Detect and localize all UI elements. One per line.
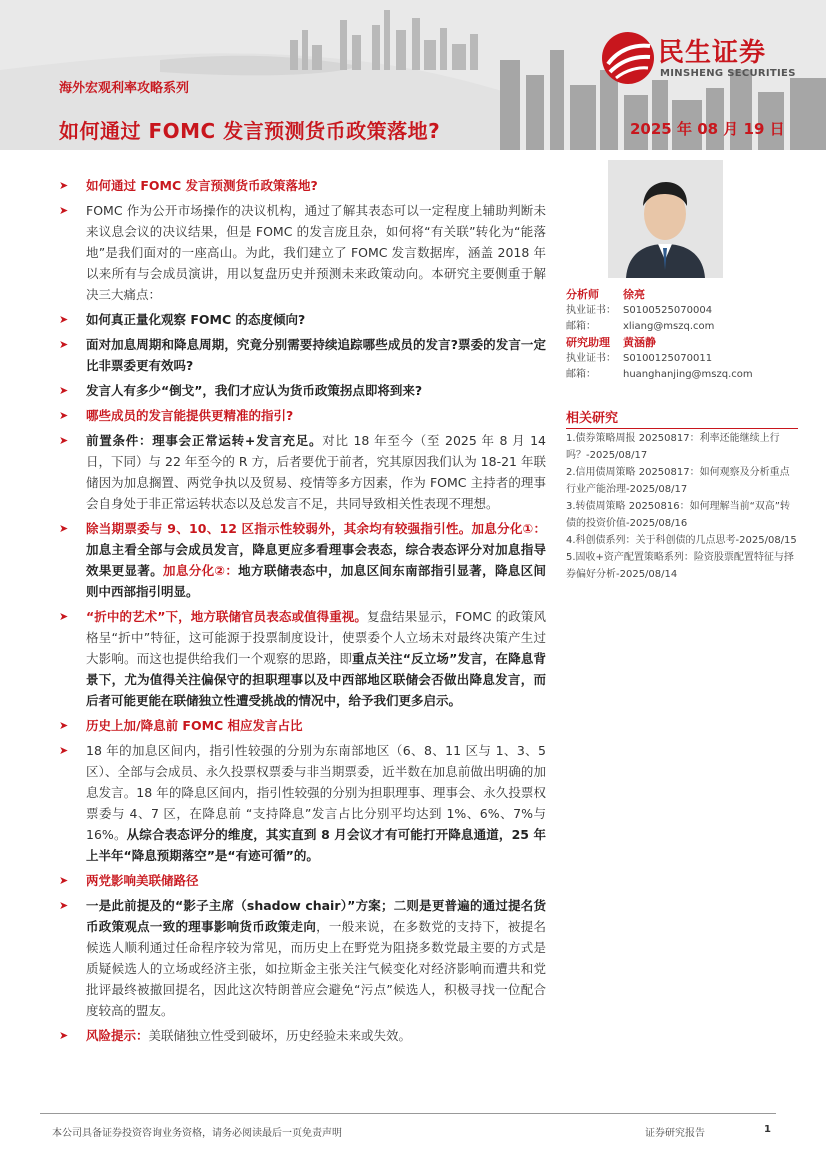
arrow-bullet-icon: ➤ [59,434,69,447]
footer-disclaimer: 本公司具备证券投资咨询业务资格，请务必阅读最后一页免责声明 [52,1128,342,1139]
email-link[interactable]: xliang@mszq.com [623,321,715,332]
arrow-bullet-icon: ➤ [59,874,69,887]
analyst-photo [608,160,723,278]
precondition-paragraph: ➤ 前置条件：理事会正常运转+发言充足。对比 18 年至今（至 2025 年 8 月 14 日，下同）与 22 年至今的 R 方，后者要优于前者，究其原因我们认为 18-21 年联储因为加息搁置、两党争执以及贸易、疫情等多方因素，作为 FOMC 主持者的理事会自身处于非正常运转状态以及总发言不足，共同导致相关性表现不理想。 [59,430,546,514]
parties-paragraph: ➤ 一是此前提及的“影子主席（shadow chair）”方案；二则是更普遍的通过提名货币政策观点一致的理事影响货币政策走向，一般来说，在多数党的支持下，被提名候选人顺利通过任命程序较为常见，而历史上在野党为阻挠多数党最主要的方式是质疑候选人的立场或经济主张，如拉斯金主张关注气候变化对经济影响而遭共和党批评最终被撤回提名，因此这次特朗普应会避免“污点”候选人，积极寻找一位配合度较高的盟友。 [59,895,546,1021]
arrow-bullet-icon: ➤ [59,610,69,623]
pain-point-1: ➤ 如何真正量化观察 FOMC 的态度倾向? [59,309,546,330]
assistant-name: 黄涵静 [623,336,656,349]
report-title: 如何通过 FOMC 发言预测货币政策落地? [59,119,441,143]
minsheng-logo-mark-icon [600,30,656,86]
analyst-info [566,287,798,383]
assistant-row [566,335,798,351]
pain-point-3: ➤ 发言人有多少“倒戈”，我们才应认为货币政策拐点即将到来? [59,380,546,401]
logo-english-text: MINSHENG SECURITIES [660,68,796,79]
analyst-portrait-icon [608,160,723,278]
arrow-bullet-icon: ➤ [59,204,69,217]
arrow-bullet-icon: ➤ [59,522,69,535]
assistant-role: 研究助理 [566,336,610,349]
page-number: 1 [764,1124,771,1135]
summary-heading-4: ➤ 两党影响美联储路径 [59,870,546,891]
analyst-1-row [566,287,798,303]
arrow-bullet-icon: ➤ [59,179,69,192]
summary-paragraph-intro: ➤ FOMC 作为公开市场操作的决议机构，通过了解其表态可以一定程度上辅助判断未来议息会议的决议结果，但是 FOMC 的发言庞且杂，如何将“有关联”转化为“能落地”是我们面对的一座高山。为此，我们建立了 FOMC 发言数据库，涵盖 2018 年以来所有与会成员演讲，用以复盘历史并预测未来政策动向。本研究主要侧重于解决三大痛点： [59,200,546,305]
related-item[interactable]: 5.固收+资产配置策略系列：险资股票配置特征与择券偏好分析-2025/08/14 [566,552,794,580]
arrow-bullet-icon: ➤ [59,719,69,732]
arrow-bullet-icon: ➤ [59,899,69,912]
header-banner [0,0,826,150]
arrow-bullet-icon: ➤ [59,313,69,326]
related-research-heading: 相关研究 [566,407,798,429]
series-title: 海外宏观利率攻略系列 [59,81,190,96]
arrow-bullet-icon: ➤ [59,1029,69,1042]
related-item[interactable]: 2.信用债周策略 20250817：如何观察及分析重点行业产能治理-2025/08/17 [566,467,790,495]
summary-column [59,175,546,1050]
email-link[interactable]: huanghanjing@mszq.com [623,369,753,380]
assistant-cert: 执业证书： S0100125070011 [566,353,713,364]
footer-divider [40,1113,776,1114]
related-item[interactable]: 4.科创债系列：关于科创债的几点思考-2025/08/15 [566,535,797,546]
footer-report-type: 证券研究报告 [645,1128,705,1139]
related-item[interactable]: 3.转债周策略 20250816：如何理解当前“双高”转债的投资价值-2025/08/16 [566,501,790,529]
summary-heading-2: ➤ 哪些成员的发言能提供更精准的指引? [59,405,546,426]
summary-heading-1: ➤ 如何通过 FOMC 发言预测货币政策落地? [59,175,546,196]
compromise-paragraph: ➤ “折中的艺术”下，地方联储官员表态或值得重视。复盘结果显示，FOMC 的政策风格呈“折中”特征，这可能源于投票制度设计，使票委个人立场未对最终决策产生过大影响。而这也提供给我们一个观察的思路，即重点关注“反立场”发言，在降息背景下，尤为值得关注偏保守的担职理事以及中西部地区联储会否做出降息发言，而后者可能更能在联储独立性遭受挑战的情况中，给予我们更多启示。 [59,606,546,711]
arrow-bullet-icon: ➤ [59,409,69,422]
logo-chinese-text: 民生证券 [658,38,767,68]
related-item[interactable]: 1.债券策略周报 20250817：利率还能继续上行吗？-2025/08/17 [566,433,780,461]
arrow-bullet-icon: ➤ [59,744,69,757]
analyst-role: 分析师 [566,288,599,301]
summary-heading-3: ➤ 历史上加/降息前 FOMC 相应发言占比 [59,715,546,736]
arrow-bullet-icon: ➤ [59,338,69,351]
divergence-paragraph: ➤ 除当期票委与 9、10、12 区指示性较弱外，其余均有较强指引性。加息分化①：加息主看全部与会成员发言，降息更应多看理事会表态，综合表态评分对加息指导效果更显著。加息分化②：地方联储表态中，加息区间东南部指引显著，降息区间则中西部指引明显。 [59,518,546,602]
risk-paragraph: ➤ 风险提示：美联储独立性受到破坏，历史经验未来或失效。 [59,1025,546,1046]
arrow-bullet-icon: ➤ [59,384,69,397]
analyst-name: 徐亮 [623,288,645,301]
history-paragraph: ➤ 18 年的加息区间内，指引性较强的分别为东南部地区（6、8、11 区与 1、3、5 区）、全部与会成员、永久投票权票委与非当期票委，近半数在加息前做出明确的加息发言。18 年的降息区间内，指引性较强的分别为担职理事、理事会、永久投票权票委与 4、7 区，在降息前 “支持降息”发言占比分别平均达到 1%、6%、7%与 16%。从综合表态评分的维度，其实直到 8 月会议才有可能打开降息通道，25 年上半年“降息预期落空”是“有迹可循”的。 [59,740,546,866]
pain-point-2: ➤ 面对加息周期和降息周期，究竟分别需要持续追踪哪些成员的发言?票委的发言一定比非票委更有效吗? [59,334,546,376]
related-research-list [566,430,798,583]
analyst-1-email: 邮箱： xliang@mszq.com [566,319,798,335]
analyst-1-cert: 执业证书： S0100525070004 [566,305,713,316]
report-date: 2025 年 08 月 19 日 [630,120,785,138]
assistant-email: 邮箱： huanghanjing@mszq.com [566,367,798,383]
minsheng-logo [600,30,810,90]
